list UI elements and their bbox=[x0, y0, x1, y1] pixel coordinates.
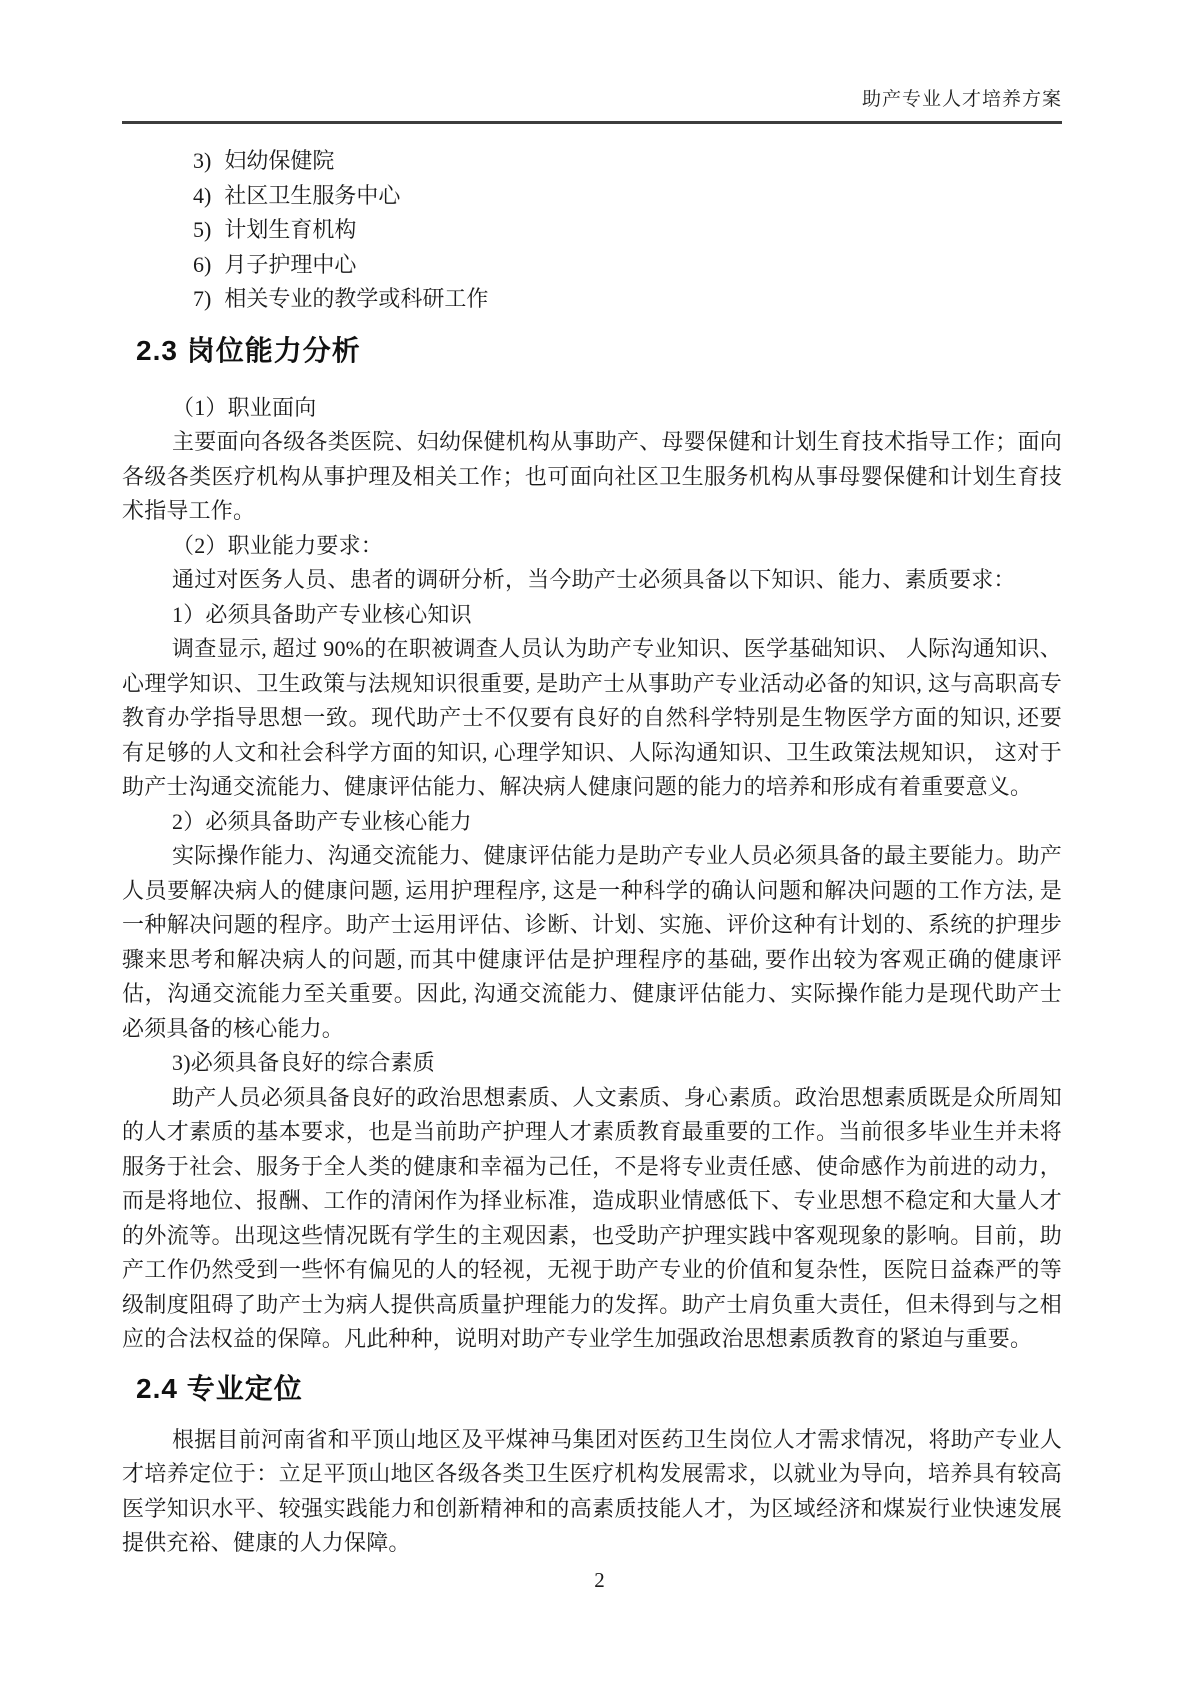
page-footer bbox=[0, 1568, 1199, 1593]
list-item bbox=[122, 179, 1062, 214]
page-content bbox=[122, 0, 1062, 1561]
paragraph-professional-positioning: 根据目前河南省和平顶山地区及平煤神马集团对医药卫生岗位人才需求情况，将助产专业人才培养定位于：立足平顶山地区各级各类卫生医疗机构发展需求，以就业为导向，培养具有较高医学知识水平、较强实践能力和创新精神和的高素质技能人才，为区域经济和煤炭行业快速发展提供充裕、健康的人力保障。 bbox=[122, 1426, 1062, 1555]
subsection-title-career-orientation: （1）职业面向 bbox=[172, 394, 317, 420]
list-item-label: 相关专业的教学或科研工作 bbox=[224, 286, 489, 311]
subsection-title-ability-requirements: （2）职业能力要求： bbox=[172, 532, 384, 558]
list-item-number: 5) bbox=[193, 217, 212, 242]
page-number: 2 bbox=[594, 1568, 605, 1592]
list-item-number: 3) bbox=[193, 148, 212, 173]
paragraph-comprehensive-quality: 助产人员必须具备良好的政治思想素质、人文素质、身心素质。政治思想素质既是众所周知的人才素质的基本要求，也是当前助产护理人才素质教育最重要的工作。当前很多毕业生并未将服务于社会、服务于全人类的健康和幸福为己任，不是将专业责任感、使命感作为前进的动力，而是将地位、报酬、工作的清闲作为择业标准，造成职业情感低下、专业思想不稳定和大量人才的外流等。出现这些情况既有学生的主观因素，也受助产护理实践中客观现象的影响。目前，助产工作仍然受到一些怀有偏见的人的轻视，无视于助产专业的价值和复杂性，医院日益森严的等级制度阻碍了助产士为病人提供高质量护理能力的发挥。助产士肩负重大责任，但未得到与之相应的合法权益的保障。凡此种种，说明对助产专业学生加强政治思想素质教育的紧迫与重要。 bbox=[122, 1084, 1062, 1351]
section-heading-2-4: 2.4 专业定位 bbox=[136, 1372, 303, 1404]
list-item-label: 计划生育机构 bbox=[224, 217, 357, 242]
list-item-number: 6) bbox=[193, 251, 212, 277]
paragraph-career-orientation: 主要面向各级各类医院、妇幼保健机构从事助产、母婴保健和计划生育技术指导工作；面向各级各类医疗机构从事护理及相关工作；也可面向社区卫生服务机构从事母婴保健和计划生育技术指导工作。 bbox=[122, 429, 1062, 523]
page-header bbox=[122, 84, 1062, 124]
header-title: 助产专业人才培养方案 bbox=[861, 89, 1062, 110]
paragraph-survey-intro: 通过对医务人员、患者的调研分析，当今助产士必须具备以下知识、能力、素质要求： bbox=[172, 567, 1016, 592]
section-heading-2-3: 2.3 岗位能力分析 bbox=[136, 334, 361, 366]
subitem-title-core-knowledge: 1）必须具备助产专业核心知识 bbox=[172, 601, 472, 627]
list-item bbox=[122, 213, 1062, 248]
subitem-title-core-ability: 2）必须具备助产专业核心能力 bbox=[172, 808, 472, 834]
subitem-title-comprehensive-quality: 3)必须具备良好的综合素质 bbox=[172, 1050, 435, 1075]
employment-settings-list bbox=[122, 144, 1062, 317]
list-item-label: 妇幼保健院 bbox=[224, 148, 335, 173]
list-item-number: 4) bbox=[193, 182, 212, 208]
list-item bbox=[122, 144, 1062, 179]
list-item-label: 月子护理中心 bbox=[224, 251, 357, 277]
paragraph-core-knowledge: 调查显示, 超过 90%的在职被调查人员认为助产专业知识、医学基础知识、 人际沟通知识、心理学知识、卫生政策与法规知识很重要, 是助产士从事助产专业活动必备的知识, 这与高职高专教育办学指导思想一致。现代助产士不仅要有良好的自然科学特别是生物医学方面的知识, 还要有足够的人文和社会科学方面的知识, 心理学知识、人际沟通知识、卫生政策法规知识， 这对于助产士沟通交流能力、健康评估能力、解决病人健康问题的能力的培养和形成有着重要意义。 bbox=[122, 636, 1062, 799]
section-2-3-body bbox=[122, 391, 1062, 1357]
list-item-label: 社区卫生服务中心 bbox=[224, 182, 401, 208]
paragraph-core-ability: 实际操作能力、沟通交流能力、健康评估能力是助产专业人员必须具备的最主要能力。助产人员要解决病人的健康问题, 运用护理程序, 这是一种科学的确认问题和解决问题的工作方法, 是一种解决问题的程序。助产士运用评估、诊断、计划、实施、评价这种有计划的、系统的护理步骤来思考和解决病人的问题, 而其中健康评估是护理程序的基础, 要作出较为客观正确的健康评估，沟通交流能力至关重要。因此, 沟通交流能力、健康评估能力、实际操作能力是现代助产士必须具备的核心能力。 bbox=[122, 843, 1062, 1041]
list-item bbox=[122, 248, 1062, 283]
list-item-number: 7) bbox=[193, 286, 212, 311]
section-2-4-body bbox=[122, 1423, 1062, 1561]
list-item bbox=[122, 282, 1062, 317]
